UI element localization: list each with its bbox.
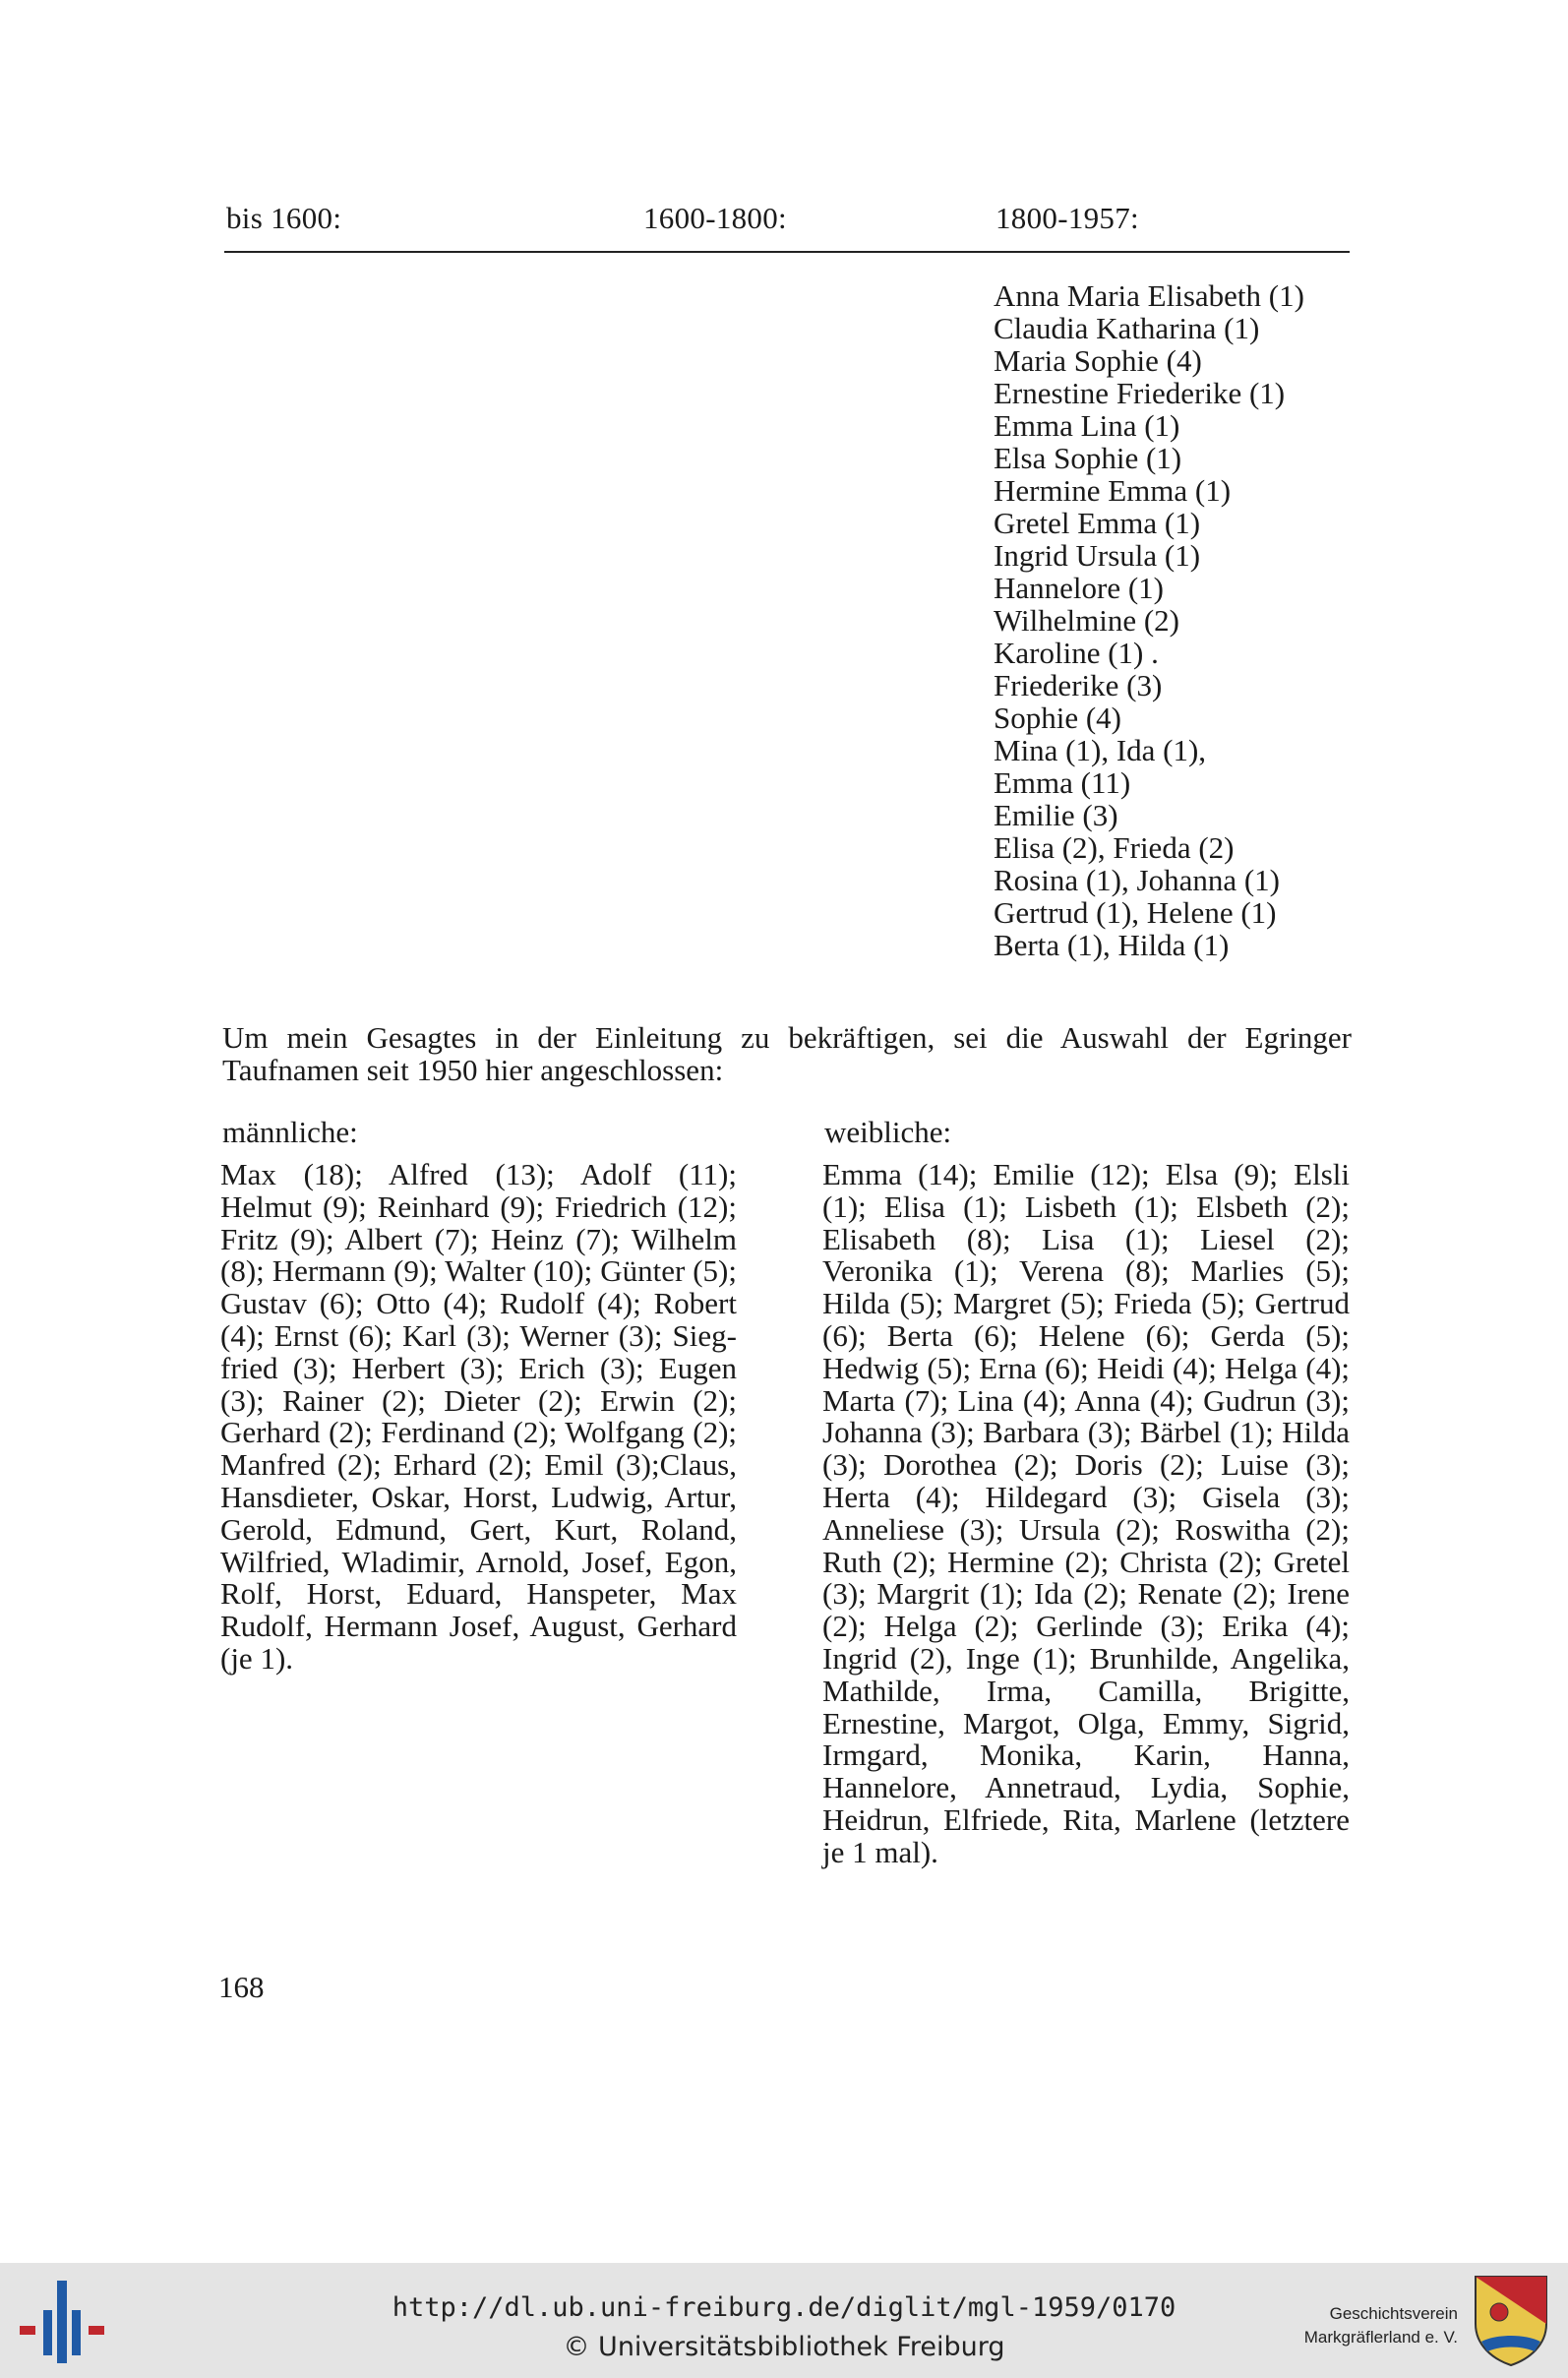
list-item: Emma Lina (1) [994, 408, 1180, 443]
list-item: Ernestine Friederike (1) [994, 376, 1286, 410]
female-names-paragraph: Emma (14); Emilie (12); Elsa (9); Elsli (1); Elisa (1); Lisbeth (1); Elsbeth (2); Elisabeth (8); Lisa (1); Liesel (2); Veronika (1); Verena (8); Marlies (5); Hilda (5); Margret (5); Frieda (5); Gertrud (6); Berta (6); Helene (6); Gerda (5); Hedwig (5); Erna (6); Heidi (4); Helga (4); Marta (7); Lina (4); Anna (4); Gudrun (3); Johanna (3); Barbara (3); Bärbel (1); Hilda (3); Dorothea (2); Doris (2); Luise (3); Herta (4); Hildegard (3); Gisela (3); Anneliese (3); Ursula (2); Roswitha (2); Ruth (2); Hermine (2); Christa (2); Gretel (3); Margrit (1); Ida (2); Renate (2); Irene (2); Helga (2); Gerlinde (3); Erika (4); Ingrid (2), Inge (1); Brunhilde, Angelika, Mathilde, Irma, Camilla, Brigitte, Ernestine, Margot, Olga, Emmy, Sigrid, Irmgard, Monika, Karin, Hanna, Hannelore, Annetraud, Lydia, Sophie, Heidrun, Elfriede, Rita, Marlene (letztere je 1 mal). [822, 1157, 1350, 1869]
list-item: Ingrid Ursula (1) [994, 538, 1201, 573]
list-item: Rosina (1), Johanna (1) [994, 863, 1280, 897]
list-item: Gertrud (1), Helene (1) [994, 895, 1277, 930]
male-names-paragraph: Max (18); Alfred (13); Adolf (11); Helmut (9); Reinhard (9); Friedrich (12); Fritz (9); Albert (7); Heinz (7); Wilhelm (8); Hermann (9); Walter (10); Günter (5); Gustav (6); Otto (4); Rudolf (4); Robert (4); Ernst (6); Karl (3); Werner (3); Siegfried (3); Herbert (3); Erich (3); Eugen (3); Rainer (2); Dieter (2); Erwin (2); Gerhard (2); Ferdinand (2); Wolfgang (2); Manfred (2); Erhard (2); Emil (3);Claus, Hansdieter, Oskar, Horst, Ludwig, Artur, Gerold, Edmund, Gert, Kurt, Roland, Wilfried, Wladimir, Arnold, Josef, Egon, Rolf, Horst, Eduard, Hanspeter, Max Rudolf, Hermann Josef, August, Gerhard (je 1). [220, 1157, 737, 1676]
intro-paragraph: Um mein Gesagtes in der Einleitung zu bekräftigen, sei die Auswahl der Egringer Taufnamen seit 1950 hier angeschlossen: [222, 1020, 1352, 1087]
org-name-line1: Geschichtsverein [1329, 2304, 1458, 2323]
list-item: Wilhelmine (2) [994, 603, 1179, 638]
footer-organization [1304, 2302, 1458, 2349]
header-1800-1957: 1800-1957: [995, 201, 1139, 235]
list-item: Friederike (3) [994, 668, 1163, 702]
list-item: Hannelore (1) [994, 571, 1164, 605]
list-item: Elsa Sophie (1) [994, 441, 1182, 475]
list-item: Maria Sophie (4) [994, 343, 1202, 378]
list-item: Elisa (2), Frieda (2) [994, 830, 1235, 865]
male-heading: männliche: [222, 1115, 358, 1149]
list-item: Hermine Emma (1) [994, 473, 1232, 508]
header-1600-1800: 1600-1800: [643, 201, 787, 235]
list-item: Anna Maria Elisabeth (1) [994, 278, 1304, 313]
footer-copyright: © Universitätsbibliothek Freiburg [563, 2332, 1005, 2362]
list-item: Emma (11) [994, 765, 1131, 800]
list-item: Mina (1), Ida (1), [994, 733, 1207, 767]
names-list-1800-1957 [994, 279, 1304, 961]
page-number: 168 [218, 1970, 265, 2004]
header-rule [224, 251, 1350, 253]
header-bis-1600: bis 1600: [226, 201, 342, 235]
list-item: Claudia Katharina (1) [994, 311, 1260, 345]
org-name-line2: Markgräflerland e. V. [1303, 2328, 1458, 2347]
list-item: Berta (1), Hilda (1) [994, 928, 1230, 962]
list-item: Sophie (4) [994, 701, 1122, 735]
list-item: Karoline (1) . [994, 636, 1159, 670]
footer-url-link[interactable]: http://dl.ub.uni-freiburg.de/diglit/mgl-1959/0170 [392, 2292, 1176, 2323]
footer-bar [0, 2263, 1568, 2378]
coat-of-arms-icon [1472, 2273, 1550, 2367]
list-item: Gretel Emma (1) [994, 506, 1201, 540]
female-heading: weibliche: [824, 1115, 952, 1149]
list-item: Emilie (3) [994, 798, 1118, 832]
